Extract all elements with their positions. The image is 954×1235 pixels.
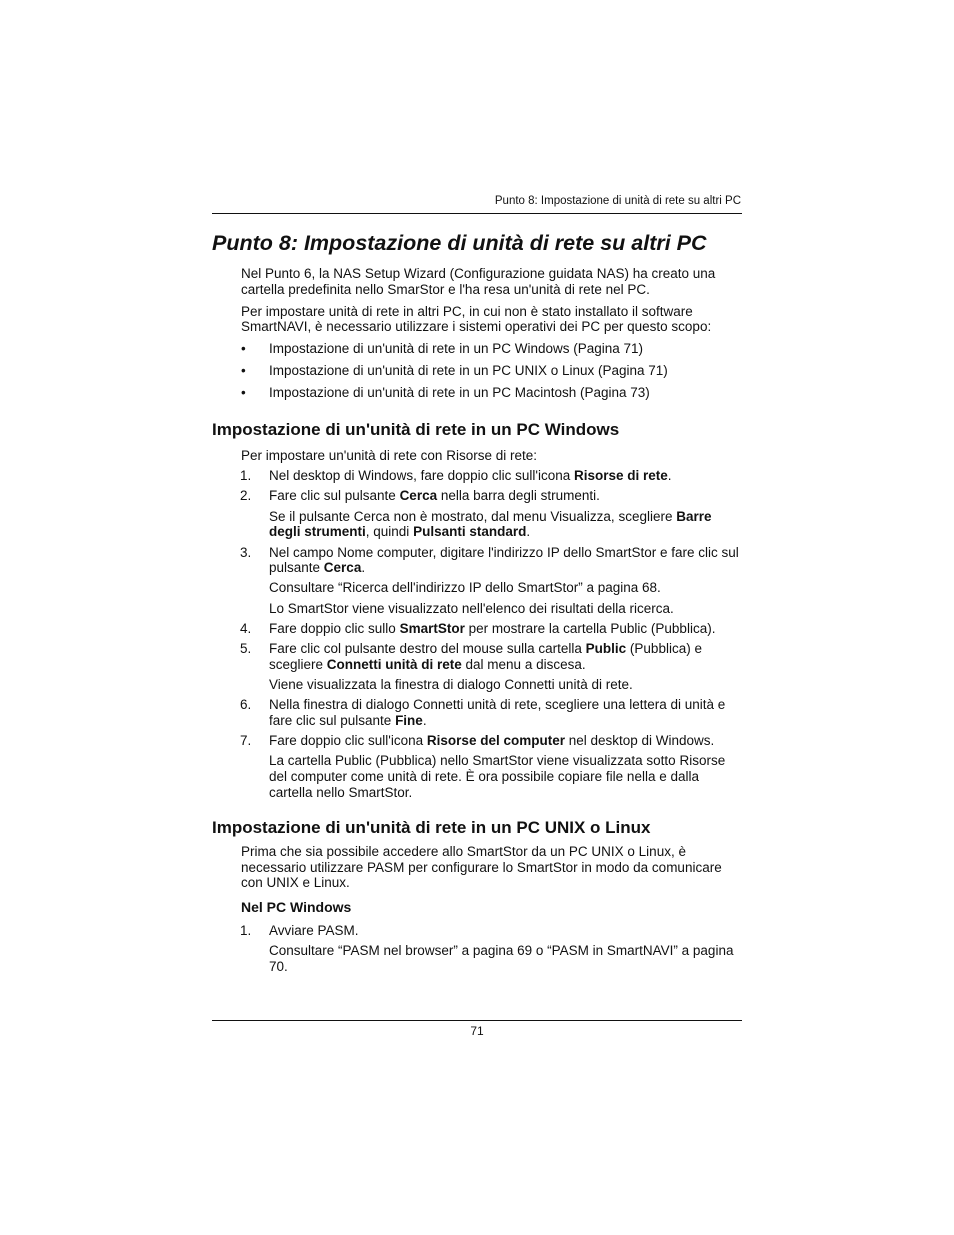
bullet-text: Impostazione di un'unità di rete in un PC Windows (Pagina 71) [269, 341, 644, 357]
ui-term: SmartStor [399, 620, 465, 636]
unix-intro: Prima che sia possibile accedere allo SmartStor da un PC UNIX o Linux, è necessario utilizzare PASM per configurare lo SmartStor in modo da comunicare con UNIX e Linux. [241, 843, 722, 891]
step-text: (Pubblica) e scegliere [269, 641, 702, 672]
ui-term: Risorse di rete [573, 468, 668, 484]
step-note: Consultare “PASM nel browser” a pagina 69 o “PASM in SmartNAVI” a pagina 70. [269, 943, 734, 975]
ui-term: Pulsanti standard [413, 524, 527, 540]
note-text: . [526, 524, 531, 540]
step-text: Avviare PASM. [269, 923, 359, 939]
page-content [212, 229, 742, 975]
step-text: . [422, 713, 427, 729]
step-note [269, 509, 742, 541]
step-item [240, 488, 742, 504]
running-header: Punto 8: Impostazione di unità di rete su altri PC [494, 195, 741, 207]
step-text: Fare doppio clic sull'icona [269, 733, 427, 749]
bullet-text: Impostazione di un'unità di rete in un PC Macintosh (Pagina 73) [269, 385, 650, 401]
step-number: 4. [240, 620, 252, 636]
step-text: Nella finestra di dialogo Connetti unità di rete, scegliere una lettera di unità e fare clic sul pulsante [269, 697, 726, 729]
ui-term: Barre degli strumenti [269, 508, 712, 540]
step-number: 1. [240, 923, 252, 939]
step-item [240, 697, 742, 729]
step-number: 1. [240, 468, 252, 484]
subheading-windows-pc: Nel PC Windows [241, 899, 352, 916]
step-note: Lo SmartStor viene visualizzato nell'elenco dei risultati della ricerca. [269, 600, 674, 616]
step-item [240, 733, 742, 749]
step-number: 6. [240, 697, 252, 713]
bullet-item [241, 363, 742, 379]
bullet-marker: • [241, 385, 246, 401]
step-number: 5. [240, 641, 252, 657]
step-text: nella barra degli strumenti. [437, 488, 600, 504]
step-item [240, 544, 742, 577]
step-item [240, 923, 742, 939]
bullet-text: Impostazione di un'unità di rete in un PC UNIX o Linux (Pagina 71) [269, 363, 668, 379]
bullet-item [241, 385, 742, 401]
windows-lead: Per impostare un'unità di rete con Risorse di rete: [241, 447, 537, 463]
bullet-marker: • [241, 341, 246, 357]
step-text: Nel campo Nome computer, digitare l'indirizzo IP dello SmartStor e fare clic sul pulsante [269, 544, 739, 576]
ui-term: Fine [395, 713, 423, 729]
ui-term: Connetti unità di rete [326, 656, 462, 672]
bullet-item [241, 341, 742, 357]
step-number: 2. [240, 488, 252, 504]
step-item [240, 641, 742, 673]
step-text: Fare clic col pulsante destro del mouse sulla cartella [269, 641, 586, 657]
step-number: 3. [240, 544, 252, 560]
note-text: , quindi [365, 524, 414, 540]
footer-rule [212, 1020, 742, 1021]
step-text: Nel desktop di Windows, fare doppio clic sull'icona [269, 468, 574, 484]
step-text: Fare clic sul pulsante [269, 488, 400, 504]
step-text: . [667, 468, 672, 484]
step-item [240, 620, 742, 637]
step-text: Fare doppio clic sullo [269, 620, 400, 636]
step-text: . [361, 560, 366, 576]
step-note: Viene visualizzata la finestra di dialogo Connetti unità di rete. [269, 677, 633, 693]
page-number: 71 [470, 1024, 484, 1038]
note-text: Se il pulsante Cerca non è mostrato, dal menu Visualizza, scegliere [269, 508, 677, 524]
bullet-marker: • [241, 363, 246, 379]
section-heading-unix: Impostazione di un'unità di rete in un PC UNIX o Linux [212, 817, 651, 837]
section-heading-windows: Impostazione di un'unità di rete in un PC Windows [212, 419, 620, 439]
intro-paragraph-2: Per impostare unità di rete in altri PC, in cui non è stato installato il software SmartNAVI, è necessario utilizzare i sistemi operativi dei PC per questo scopo: [241, 303, 712, 335]
ui-term: Risorse del computer [426, 733, 565, 749]
ui-term: Public [585, 641, 627, 657]
page-title: Punto 8: Impostazione di unità di rete su altri PC [212, 231, 707, 255]
step-note: La cartella Public (Pubblica) nello SmartStor viene visualizzata sotto Risorse del computer come unità di rete. È ora possibile copiare file nella e dalla cartella nello SmartStor. [269, 753, 726, 800]
intro-paragraph-1: Nel Punto 6, la NAS Setup Wizard (Configurazione guidata NAS) ha creato una cartella predefinita nello SmarStor e l'ha resa un'unità di rete nel PC. [241, 266, 716, 297]
step-text: nel desktop di Windows. [564, 733, 715, 749]
ui-term: Cerca [323, 560, 362, 576]
step-item [240, 468, 742, 484]
step-text: dal menu a discesa. [461, 656, 586, 672]
step-text: per mostrare la cartella Public (Pubblica). [464, 620, 716, 636]
ui-term: Cerca [399, 488, 438, 504]
header-rule [212, 213, 742, 214]
step-note: Consultare “Ricerca dell'indirizzo IP dello SmartStor” a pagina 68. [269, 580, 661, 596]
step-number: 7. [240, 733, 252, 749]
